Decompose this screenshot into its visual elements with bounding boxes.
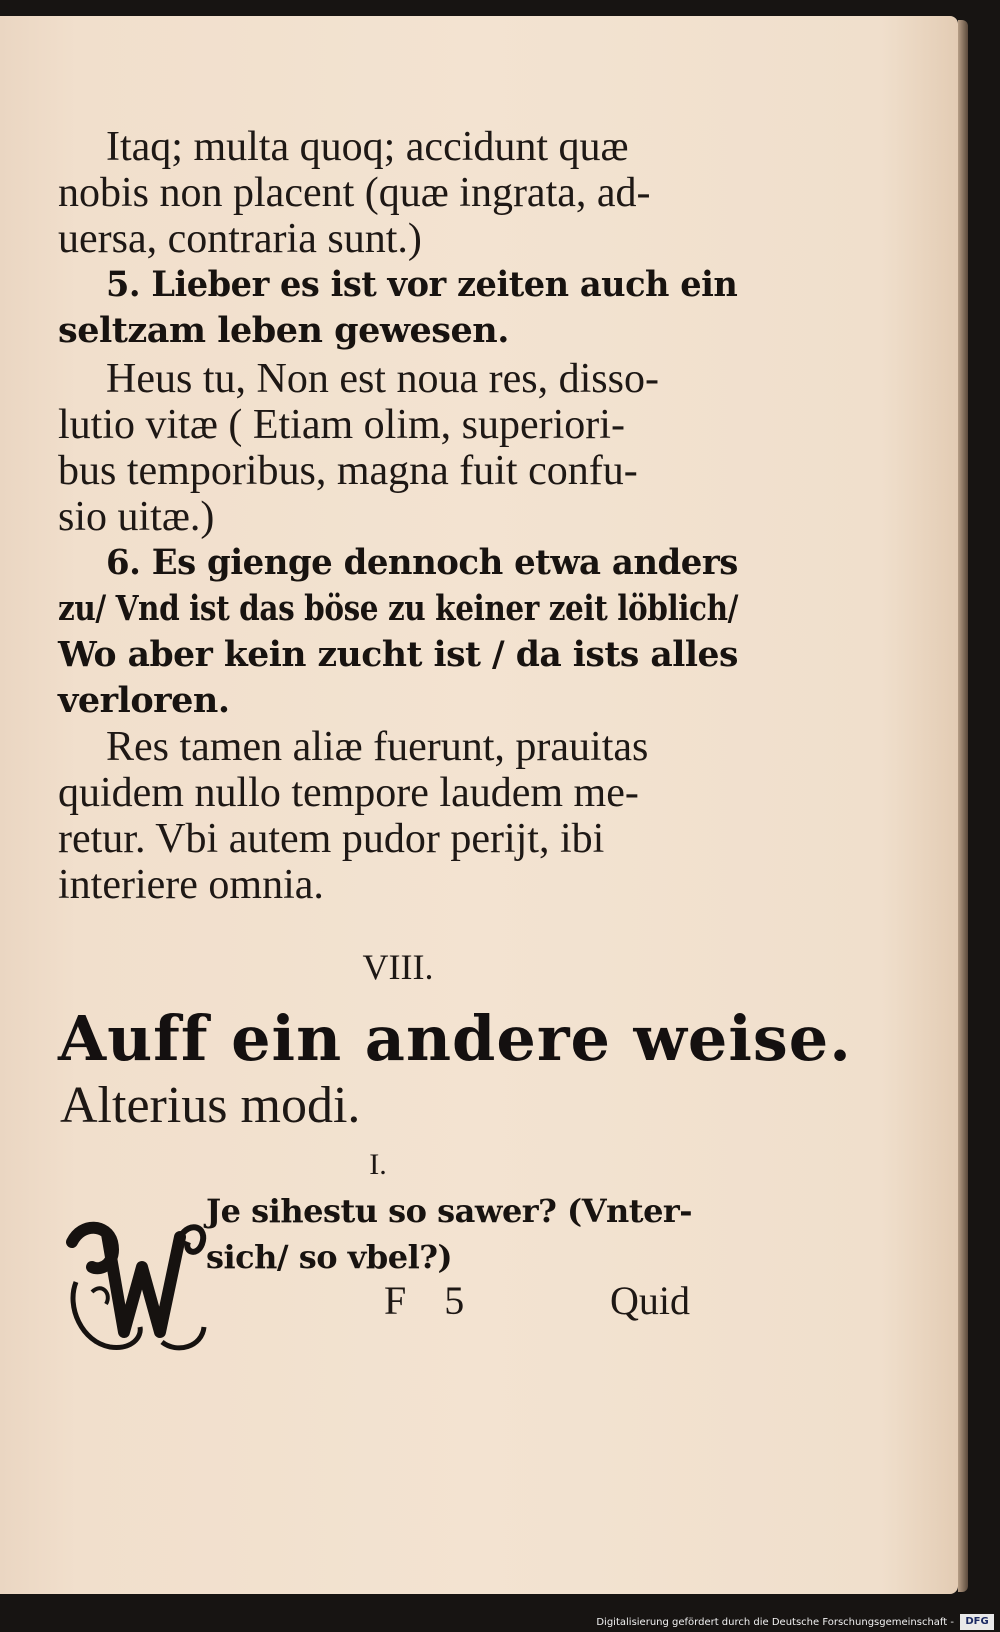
text-line: Wo aber kein zucht ist / da ists alles [58, 634, 738, 675]
text-line: verloren. [58, 680, 230, 721]
decorated-initial-icon [62, 1212, 212, 1362]
book-page [0, 16, 958, 1594]
dfg-logo: DFG [960, 1614, 994, 1630]
text-line: quidem nullo tempore laudem me- [58, 770, 639, 816]
section-number: VIII. [362, 947, 434, 987]
text-line: bus temporibus, magna fuit confu- [58, 448, 638, 494]
text-line: Itaq; multa quoq; accidunt quæ [106, 124, 629, 170]
initial-text-line-1: Je sihestu so sawer? (Vnter- [206, 1192, 693, 1230]
initial-text-line-2: sich/ so vbel?) [206, 1238, 453, 1276]
sub-number: I. [369, 1148, 387, 1181]
heading-latin: Alterius modi. [60, 1077, 361, 1134]
main-text-block [58, 124, 738, 924]
text-line: retur. Vbi autem pudor perijt, ibi [58, 816, 605, 862]
text-line: 5. Lieber es ist vor zeiten auch ein [106, 264, 738, 305]
text-line: zu/ Vnd ist das böse zu keiner zeit löblich/ [58, 588, 738, 629]
text-line: 6. Es gienge dennoch etwa anders [106, 542, 738, 583]
text-line: Heus tu, Non est noua res, disso- [106, 356, 659, 402]
text-line: uersa, contraria sunt.) [58, 216, 422, 262]
text-line: interiere omnia. [58, 862, 324, 908]
heading-german: Auff ein andere weise. [58, 1002, 852, 1075]
text-line: lutio vitæ ( Etiam olim, superiori- [58, 402, 625, 448]
page-edge [958, 20, 968, 1592]
catchword: Quid [610, 1278, 690, 1323]
footer-credit: Digitalisierung gefördert durch die Deutsche Forschungsgemeinschaft - [596, 1617, 954, 1628]
text-line: seltzam leben gewesen. [58, 310, 509, 351]
decorated-initial [62, 1212, 212, 1362]
text-line: Res tamen aliæ fuerunt, prauitas [106, 724, 649, 770]
text-line: sio uitæ.) [58, 494, 215, 540]
signature-mark: F 5 [384, 1278, 465, 1323]
text-line: nobis non placent (quæ ingrata, ad- [58, 170, 651, 216]
